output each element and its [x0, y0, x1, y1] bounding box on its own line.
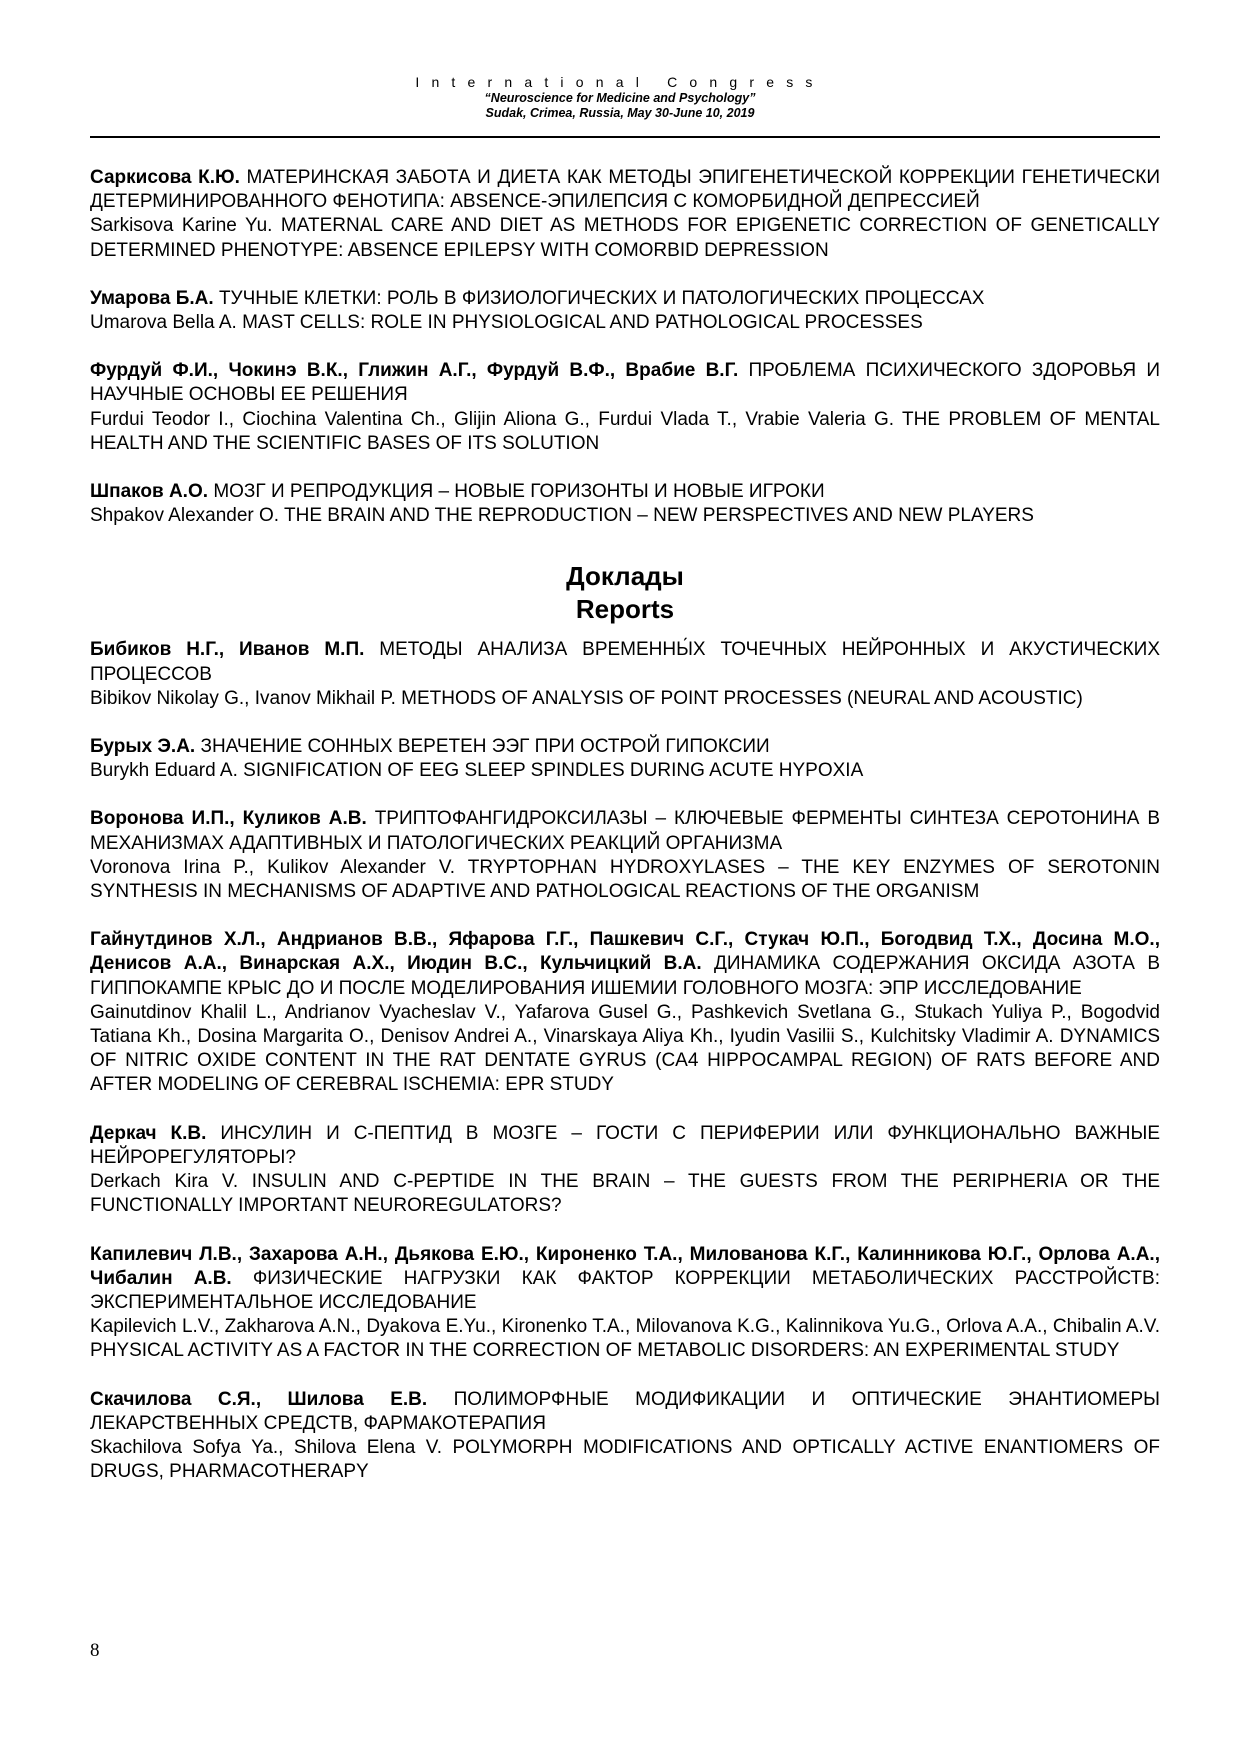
- entry-ru-authors: Деркач К.В.: [90, 1122, 207, 1144]
- entry-ru-title: ИНСУЛИН И С-ПЕПТИД В МОЗГЕ – ГОСТИ С ПЕРИФЕРИИ ИЛИ ФУНКЦИОНАЛЬНО ВАЖНЫЕ НЕЙРОРЕГУЛЯТОРЫ?: [90, 1122, 1161, 1168]
- entry-ru-authors: Саркисова К.Ю.: [90, 167, 240, 188]
- entry-ru-title: ТУЧНЫЕ КЛЕТКИ: РОЛЬ В ФИЗИОЛОГИЧЕСКИХ И ПАТОЛОГИЧЕСКИХ ПРОЦЕССАХ: [218, 287, 985, 309]
- entry-ru-title: ПОЛИМОРФНЫЕ МОДИФИКАЦИИ И ОПТИЧЕСКИЕ ЭНАНТИОМЕРЫ ЛЕКАРСТВЕННЫХ СРЕДСТВ, ФАРМАКОТЕРАПИЯ: [90, 1388, 1160, 1434]
- entry-ru: [90, 928, 1160, 1001]
- entry-en: Burykh Eduard A. SIGNIFICATION OF EEG SLEEP SPINDLES DURING ACUTE HYPOXIA: [90, 760, 864, 782]
- entry-ru-title: ЗНАЧЕНИЕ СОННЫХ ВЕРЕТЕН ЭЭГ ПРИ ОСТРОЙ ГИПОКСИИ: [200, 736, 770, 758]
- report-entry: [90, 1122, 1160, 1219]
- header-rule: [90, 136, 1160, 138]
- entry-en: Skachilova Sofya Ya., Shilova Elena V. POLYMORPH MODIFICATIONS AND OPTICALLY ACTIVE ENANTIOMERS OF DRUGS, PHARMACOTHERAPY: [90, 1436, 1160, 1483]
- entry-en: Derkach Kira V. INSULIN AND C-PEPTIDE IN THE BRAIN – THE GUESTS FROM THE PERIPHERIA OR THE FUNCTIONALLY IMPORTANT NEUROREGULATORS?: [90, 1171, 1160, 1217]
- entry-ru-title: ТРИПТОФАНГИДРОКСИЛАЗЫ – КЛЮЧЕВЫЕ ФЕРМЕНТЫ СИНТЕЗА СЕРОТОНИНА В МЕХАНИЗМАХ АДАПТИВНЫХ И ПАТОЛОГИЧЕСКИХ РЕАКЦИЙ ОРГАНИЗМА: [90, 808, 1161, 854]
- entry-ru: [90, 807, 1160, 855]
- report-entry: [90, 638, 1160, 711]
- abstract-entry: [90, 166, 1160, 263]
- section-title-ru: Доклады: [566, 561, 684, 592]
- report-entry: [90, 928, 1160, 1097]
- section-title-en: Reports: [575, 594, 675, 625]
- entry-ru-title: МОЗГ И РЕПРОДУКЦИЯ – НОВЫЕ ГОРИЗОНТЫ И НОВЫЕ ИГРОКИ: [213, 481, 825, 503]
- entry-ru: [90, 638, 1160, 686]
- entry-ru-title: ПРОБЛЕМА ПСИХИЧЕСКОГО ЗДОРОВЬЯ И НАУЧНЫЕ ОСНОВЫ ЕЕ РЕШЕНИЯ: [90, 360, 1160, 406]
- entry-en: Shpakov Alexander O. THE BRAIN AND THE REPRODUCTION – NEW PERSPECTIVES AND NEW PLAYERS: [90, 505, 1034, 527]
- entry-ru-title: МЕТОДЫ АНАЛИЗА ВРЕМЕННЫ́Х ТОЧЕЧНЫХ НЕЙРОННЫХ И АКУСТИЧЕСКИХ ПРОЦЕССОВ: [90, 639, 1161, 685]
- running-header: [0, 74, 1240, 121]
- entry-ru: [90, 480, 1160, 504]
- entry-ru: [90, 1122, 1160, 1170]
- entry-en: Bibikov Nikolay G., Ivanov Mikhail P. METHODS OF ANALYSIS OF POINT PROCESSES (NEURAL AND ACOUSTIC): [90, 687, 1083, 709]
- entry-ru: [90, 287, 1160, 311]
- report-entry: [90, 735, 1160, 783]
- page-content: [90, 166, 1160, 1508]
- entry-ru-authors: Умарова Б.А.: [90, 287, 214, 309]
- entry-en: Sarkisova Karine Yu. MATERNAL CARE AND DIET AS METHODS FOR EPIGENETIC CORRECTION OF GENETICALLY DETERMINED PHENOTYPE: ABSENCE EPILEPSY WITH COMORBID DEPRESSION: [90, 215, 1160, 261]
- entry-en: Umarova Bella A. MAST CELLS: ROLE IN PHYSIOLOGICAL AND PATHOLOGICAL PROCESSES: [90, 312, 923, 334]
- entry-ru-authors: Шпаков А.О.: [90, 481, 209, 503]
- entry-ru-authors: Капилевич Л.В., Захарова А.Н., Дьякова Е.Ю., Кироненко Т.А., Милованова К.Г., Калинникова Ю.Г., Орлова А.А., Чибалин А.В.: [90, 1243, 1160, 1289]
- entry-ru-title: МАТЕРИНСКАЯ ЗАБОТА И ДИЕТА КАК МЕТОДЫ ЭПИГЕНЕТИЧЕСКОЙ КОРРЕКЦИИ ГЕНЕТИЧЕСКИ ДЕТЕРМИНИРОВАННОГО ФЕНОТИПА: ABSENCE-ЭПИЛЕПСИЯ С КОМОРБИДНОЙ ДЕПРЕССИЕЙ: [90, 167, 1160, 213]
- entry-ru-authors: Гайнутдинов Х.Л., Андрианов В.В., Яфарова Г.Г., Пашкевич С.Г., Стукач Ю.П., Богодвид Т.Х., Досина М.О., Денисов А.А., Винарская А.Х., Июдин В.С., Кульчицкий В.А.: [90, 929, 1160, 975]
- abstract-entry: [90, 359, 1160, 456]
- header-place-date: Sudak, Crimea, Russia, May 30-June 10, 2019: [485, 106, 755, 120]
- abstract-entry: [90, 480, 1160, 528]
- entry-ru: [90, 359, 1160, 407]
- header-congress: International Congress: [415, 74, 825, 90]
- entry-ru-authors: Бибиков Н.Г., Иванов М.П.: [90, 639, 365, 661]
- entry-ru-authors: Бурых Э.А.: [90, 736, 196, 758]
- entry-ru: [90, 1388, 1160, 1436]
- page-number: 8: [90, 1640, 100, 1661]
- entry-ru: [90, 166, 1160, 214]
- entry-ru: [90, 735, 1160, 759]
- entry-en: Voronova Irina P., Kulikov Alexander V. TRYPTOPHAN HYDROXYLASES – THE KEY ENZYMES OF SEROTONIN SYNTHESIS IN MECHANISMS OF ADAPTIVE AND PATHOLOGICAL REACTIONS OF THE ORGANISM: [90, 856, 1160, 903]
- entry-ru-authors: Скачилова С.Я., Шилова Е.В.: [90, 1388, 428, 1410]
- header-subtitle: “Neuroscience for Medicine and Psychology”: [484, 91, 756, 105]
- report-entry: [90, 1388, 1160, 1485]
- abstract-entry: [90, 287, 1160, 335]
- entry-en: Furdui Teodor I., Ciochina Valentina Ch., Glijin Aliona G., Furdui Vlada T., Vrabie Valeria G. THE PROBLEM OF MENTAL HEALTH AND THE SCIENTIFIC BASES OF ITS SOLUTION: [90, 408, 1160, 454]
- entry-ru-authors: Фурдуй Ф.И., Чокинэ В.К., Глижин А.Г., Фурдуй В.Ф., Врабие В.Г.: [90, 360, 739, 382]
- report-entry: [90, 807, 1160, 904]
- report-entry: [90, 1243, 1160, 1364]
- entry-ru-authors: Воронова И.П., Куликов А.В.: [90, 808, 367, 830]
- entry-ru-title: ФИЗИЧЕСКИЕ НАГРУЗКИ КАК ФАКТОР КОРРЕКЦИИ МЕТАБОЛИЧЕСКИХ РАССТРОЙСТВ: ЭКСПЕРИМЕНТАЛЬНОЕ ИССЛЕДОВАНИЕ: [90, 1267, 1160, 1313]
- entry-ru: [90, 1243, 1160, 1316]
- entry-en: Kapilevich L.V., Zakharova A.N., Dyakova E.Yu., Kironenko T.A., Milovanova K.G., Kalinnikova Yu.G., Orlova A.A., Chibalin A.V. PHYSICAL ACTIVITY AS A FACTOR IN THE CORRECTION OF METABOLIC DISORDERS: AN EXPERIMENTAL STUDY: [90, 1316, 1160, 1362]
- section-heading: [90, 560, 1160, 626]
- entry-ru-title: ДИНАМИКА СОДЕРЖАНИЯ ОКСИДА АЗОТА В ГИППОКАМПЕ КРЫС ДО И ПОСЛЕ МОДЕЛИРОВАНИЯ ИШЕМИИ ГОЛОВНОГО МОЗГА: ЭПР ИССЛЕДОВАНИЕ: [90, 953, 1160, 999]
- entry-en: Gainutdinov Khalil L., Andrianov Vyacheslav V., Yafarova Gusel G., Pashkevich Svetlana G., Stukach Yuliya P., Bogodvid Tatiana Kh., Dosina Margarita O., Denisov Andrei A., Vinarskaya Aliya Kh., Iyudin Vasilii S., Kulchitsky Vladimir A. DYNAMICS OF NITRIC OXIDE CONTENT IN THE RAT DENTATE GYRUS (CA4 HIPPOCAMPAL REGION) OF RATS BEFORE AND AFTER MODELING OF CEREBRAL ISCHEMIA: EPR STUDY: [90, 1001, 1160, 1096]
